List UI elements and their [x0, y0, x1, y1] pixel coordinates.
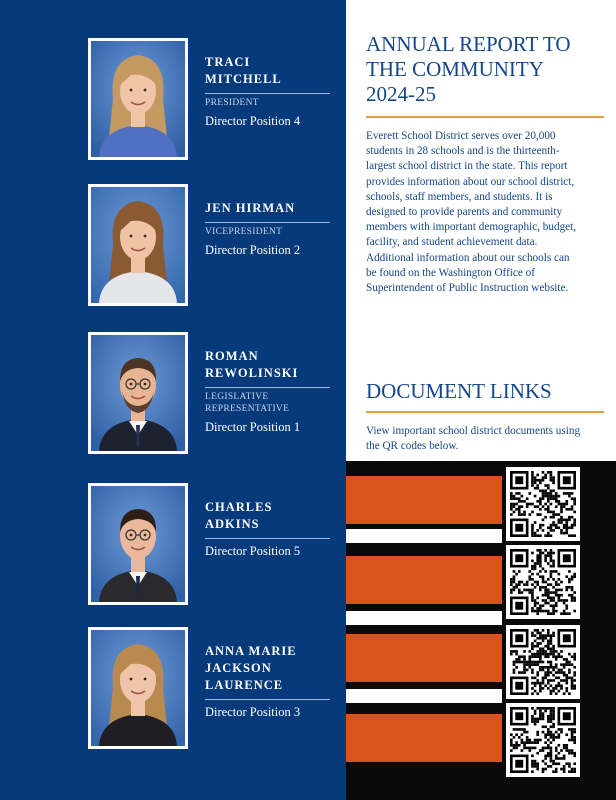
member-name: ANNA MARIE JACKSON LAURENCE [205, 644, 297, 692]
member-position: Director Position 4 [205, 114, 301, 128]
report-intro: Everett School District serves over 20,000 students in 28 schools and is the thirteenth-largest school district in the state. This report provides information about our school district, schools, staff members, and students. It is designed to provide parents and community members with important demographic, budget, facility, and student achievement data. Additional information about our schools can be found on the Washington Office of Superintendent of Public Instruction website. [366, 130, 577, 295]
links-divider [366, 411, 604, 413]
member-position: Director Position 5 [205, 544, 301, 558]
report-title: ANNUAL REPORT TO THE COMMUNITY 2024-25 [366, 32, 571, 106]
member-name: TRACI MITCHELL [205, 55, 282, 86]
member-info [205, 499, 330, 560]
member-info [205, 54, 330, 130]
portrait-roman-rewolinski [91, 335, 185, 451]
links-title: DOCUMENT LINKS [366, 379, 552, 403]
member-photo [88, 332, 188, 454]
orange-stripe [346, 714, 502, 762]
member-divider [205, 699, 330, 700]
member-position: Director Position 2 [205, 243, 301, 257]
qr-code-2 [510, 549, 576, 615]
member-role: LEGISLATIVE REPRESENTATIVE [205, 392, 290, 414]
member-name: ROMAN REWOLINSKI [205, 349, 299, 380]
member-name: JEN HIRMAN [205, 201, 296, 215]
member-divider [205, 387, 330, 388]
portrait-charles-adkins [91, 486, 185, 602]
portrait-traci-mitchell [91, 41, 185, 157]
qr-code-3 [510, 629, 576, 695]
member-position: Director Position 3 [205, 705, 301, 719]
links-text: View important school district documents using the QR codes below. [366, 425, 581, 453]
portrait-jen-hirman [91, 187, 185, 303]
member-photo [88, 38, 188, 160]
qr-code-4 [510, 707, 576, 773]
member-info [205, 200, 330, 259]
portrait-anna-marie-jackson-laurence [91, 630, 185, 746]
white-stripe [346, 529, 502, 543]
qr-strip [346, 461, 616, 800]
member-divider [205, 538, 330, 539]
orange-stripe [346, 556, 502, 604]
member-info [205, 348, 330, 436]
white-stripe [346, 689, 502, 703]
white-stripe [346, 611, 502, 625]
qr-code[interactable] [506, 467, 580, 541]
orange-stripe [346, 634, 502, 682]
qr-code[interactable] [506, 703, 580, 777]
title-divider [366, 116, 604, 118]
member-divider [205, 222, 330, 223]
qr-code-1 [510, 471, 576, 537]
member-role: VICEPRESIDENT [205, 227, 283, 237]
member-photo [88, 627, 188, 749]
qr-code[interactable] [506, 545, 580, 619]
member-name: CHARLES ADKINS [205, 500, 273, 531]
orange-stripe [346, 476, 502, 524]
member-position: Director Position 1 [205, 420, 301, 434]
member-photo [88, 483, 188, 605]
member-info [205, 643, 330, 721]
qr-code[interactable] [506, 625, 580, 699]
member-role: PRESIDENT [205, 98, 259, 108]
member-divider [205, 93, 330, 94]
member-photo [88, 184, 188, 306]
